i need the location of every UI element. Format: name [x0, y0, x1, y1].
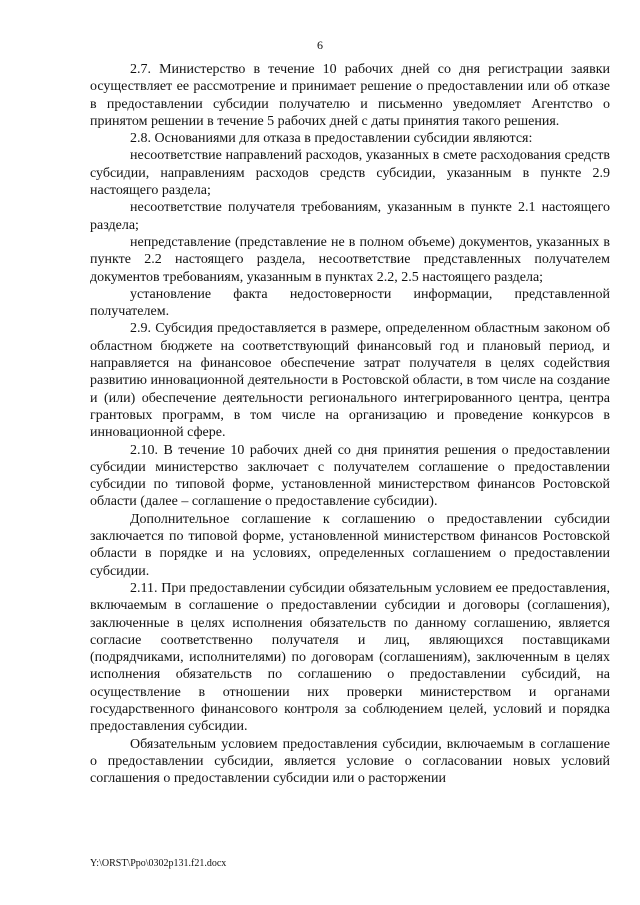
page-number: 6 — [317, 38, 323, 52]
paragraph-2-8: 2.8. Основаниями для отказа в предоставлении субсидии являются: — [130, 131, 533, 147]
paragraph-2-10: 2.10. В течение 10 рабочих дней со дня принятия решения о предоставлении субсидии министерство заключает с получателем соглашение о предоставлении субсидии по типовой форме, установленной министерством финансов Ростовской области (далее – соглашение о предоставление субсидии). — [90, 442, 610, 510]
footer-file-path: Y:\ORST\Ppo\0302p131.f21.docx — [90, 858, 227, 869]
paragraph-mandatory-condition: Обязательным условием предоставления субсидии, включаемым в соглашение о предоставлении субсидии, является условие о согласовании новых условий соглашения о предоставлении субсидии или о расторжении — [90, 736, 610, 787]
paragraph-2-11: 2.11. При предоставлении субсидии обязательным условием ее предоставления, включаемым в соглашение о предоставлении субсидии и договоры (соглашения), заключенные в целях исполнения обязательств по данному соглашению, является согласие соответственно получателя и лиц, являющихся поставщиками (подрядчиками, исполнителями) по договорам (соглашениям), заключенным в целях исполнения обязательств по соглашению о предоставлении субсидий, на осуществление в отношении них проверки министерством и органами государственного финансового контроля за соблюдением целей, условий и порядка предоставления субсидии. — [90, 580, 610, 735]
paragraph-2-8-item-3: непредставление (представление не в полном объеме) документов, указанных в пункте 2.2 настоящего раздела, несоответствие представленных получателем документов требованиям, указанным в пунктах 2.2, 2.5 настоящего раздела; — [90, 234, 610, 285]
paragraph-2-8-item-1: несоответствие направлений расходов, указанных в смете расходования средств субсидии, направлениям расходов средств субсидии, указанным в пункте 2.9 настоящего раздела; — [90, 148, 610, 199]
paragraph-additional-agreement: Дополнительное соглашение к соглашению о предоставлении субсидии заключается по типовой форме, установленной министерством финансов Ростовской области в порядке и на условиях, определенных соглашением о предоставлении субсидии. — [90, 511, 610, 579]
paragraph-2-9: 2.9. Субсидия предоставляется в размере, определенном областным законом об областном бюджете на соответствующий финансовый год и плановый период, и направляется на финансовое обеспечение затрат получателя в целях содействия развитию инновационной деятельности в Ростовской области, в том числе на создание и (или) обеспечение деятельности регионального интегрированного центра, центра грантовых программ, в том числе на организацию и проведение конкурсов в инновационной сфере. — [90, 321, 610, 441]
paragraph-2-8-item-4: установление факта недостоверности информации, представленной получателем. — [90, 286, 610, 320]
paragraph-2-7: 2.7. Министерство в течение 10 рабочих дней со дня регистрации заявки осуществляет ее рассмотрение и принимает решение о предоставлении или об отказе в предоставлении субсидии получателю и письменно уведомляет Агентство о принятом решении в течение 5 рабочих дней с даты принятия такого решения. — [90, 62, 610, 129]
document-body — [90, 61, 610, 787]
paragraph-2-8-item-2: несоответствие получателя требованиям, указанным в пункте 2.1 настоящего раздела; — [90, 200, 610, 233]
